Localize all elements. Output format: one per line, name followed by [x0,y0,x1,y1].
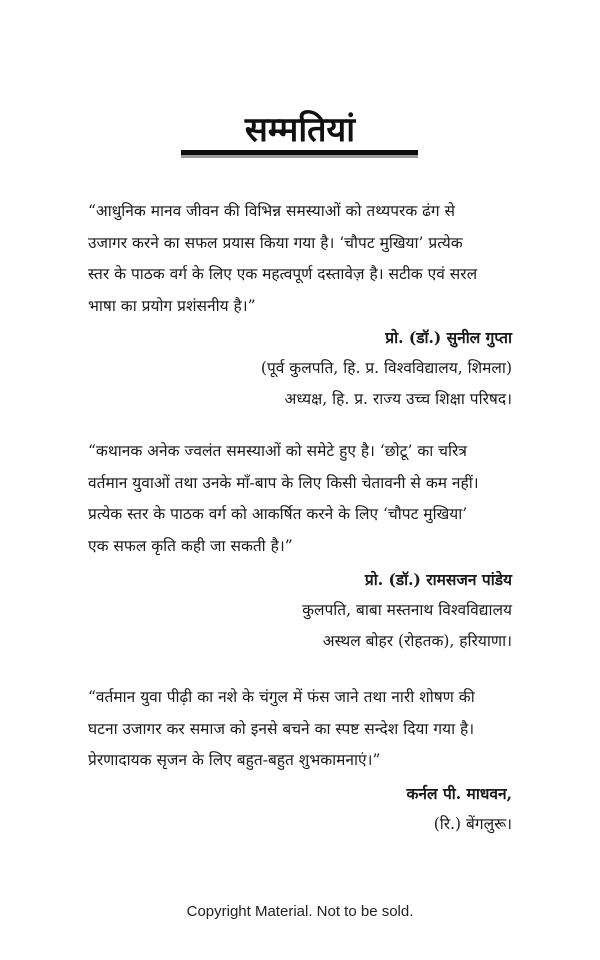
attribution-name: प्रो. (डॉ.) सुनील गुप्ता [385,328,512,347]
attribution-affiliation: अस्थल बोहर (रोहतक), हरियाणा। [322,632,512,650]
title-double-rule [181,150,418,158]
attribution-affiliation: कुलपति, बाबा मस्तनाथ विश्वविद्यालय [302,601,512,619]
quote-line: “वर्तमान युवा पीढ़ी का नशे के चंगुल में फंस जाने तथा नारी शोषण की [88,688,475,706]
attribution-name: प्रो. (डॉ.) रामसजन पांडेय [364,570,512,589]
testimonial-attribution [261,322,512,415]
testimonial-attribution [302,564,512,657]
testimonial-quote [88,436,520,562]
testimonial-quote [88,682,520,777]
page-title: सम्मतियां [244,109,356,150]
copyright-footer: Copyright Material. Not to be sold. [186,903,414,920]
attribution-affiliation: (रि.) बेंगलुरू। [433,815,512,833]
quote-line: घटना उजागर कर समाज को इनसे बचने का स्पष्ट सन्देश दिया गया है। [88,719,475,738]
quote-line: एक सफल कृति कही जा सकती है।” [88,536,293,555]
testimonial-quote [88,196,520,322]
attribution-name: कर्नल पी. माधवन, [406,784,512,803]
quote-line: वर्तमान युवाओं तथा उनके माँ-बाप के लिए किसी चेतावनी से कम नहीं। [88,473,479,492]
quote-line: प्रेरणादायक सृजन के लिए बहुत-बहुत शुभकामनाएं।” [88,751,381,769]
quote-line: स्तर के पाठक वर्ग के लिए एक महत्वपूर्ण दस्तावेज़ है। सटीक एवं सरल [88,265,478,283]
quote-line: प्रत्येक स्तर के पाठक वर्ग को आकर्षित करने के लिए ‘चौपट मुखिया’ [88,505,468,523]
quote-line: उजागर करने का सफल प्रयास किया गया है। ‘चौपट मुखिया’ प्रत्येक [88,233,463,252]
quote-line: “कथानक अनेक ज्वलंत समस्याओं को समेटे हुए है। ‘छोटू’ का चरित्र [88,442,467,460]
quote-line: “आधुनिक मानव जीवन की विभिन्न समस्याओं को तथ्यपरक ढंग से [88,202,456,220]
quote-line: भाषा का प्रयोग प्रशंसनीय है।” [88,296,256,315]
attribution-affiliation: (पूर्व कुलपति, हि. प्र. विश्वविद्यालय, शिमला) [260,359,512,377]
attribution-affiliation: अध्यक्ष, हि. प्र. राज्य उच्च शिक्षा परिषद। [284,390,512,408]
testimonial-attribution [407,778,512,840]
title-rule-thin [181,155,418,158]
